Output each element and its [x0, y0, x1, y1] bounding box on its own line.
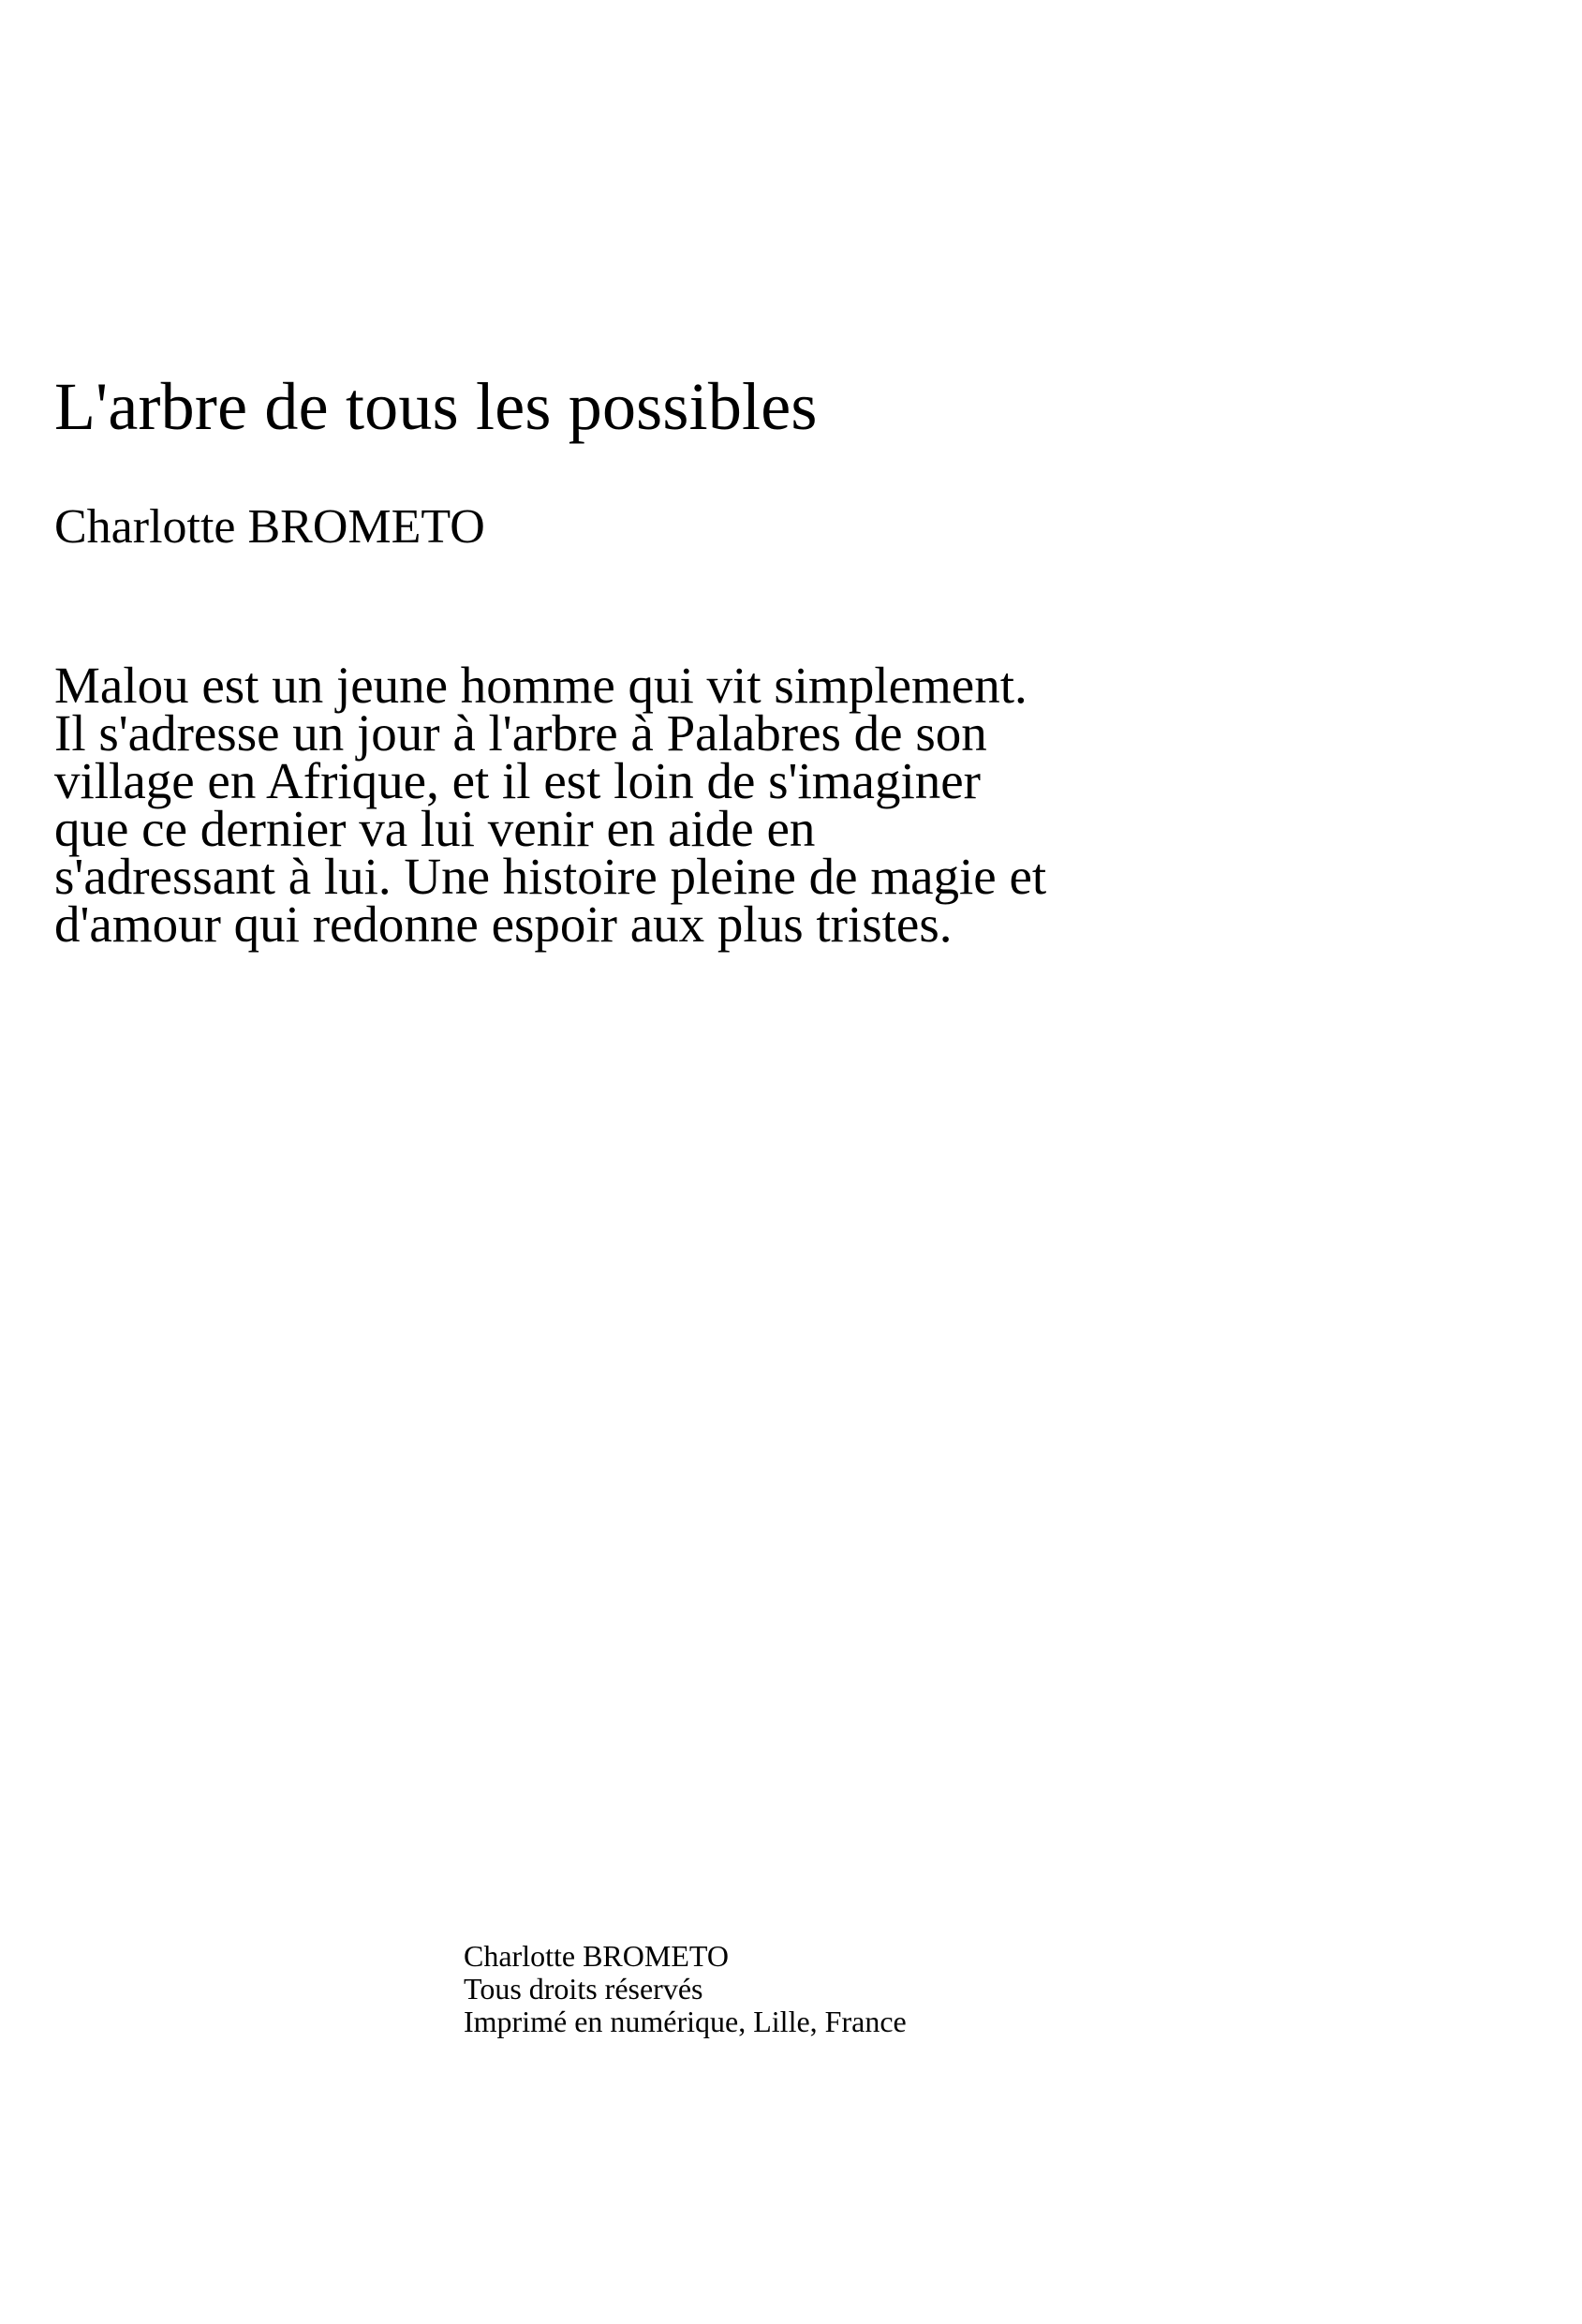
- book-author: Charlotte BROMETO: [54, 500, 485, 554]
- summary-line: que ce dernier va lui venir en aide en: [54, 800, 816, 857]
- summary-line: s'adressant à lui. Une histoire pleine de magie et: [54, 848, 1047, 905]
- summary-line: Malou est un jeune homme qui vit simplement.: [54, 657, 1028, 714]
- book-summary: [54, 657, 1272, 953]
- book-title: L'arbre de tous les possibles: [54, 369, 818, 444]
- copyright-notice: Tous droits réservés: [464, 1972, 703, 2006]
- summary-line: d'amour qui redonne espoir aux plus tristes.: [54, 896, 953, 953]
- colophon: [464, 1940, 907, 2038]
- summary-line: Il s'adresse un jour à l'arbre à Palabres de son: [54, 704, 987, 762]
- colophon-author: Charlotte BROMETO: [464, 1939, 729, 1973]
- printing-location: Imprimé en numérique, Lille, France: [464, 2005, 907, 2038]
- summary-line: village en Afrique, et il est loin de s'imaginer: [54, 752, 981, 809]
